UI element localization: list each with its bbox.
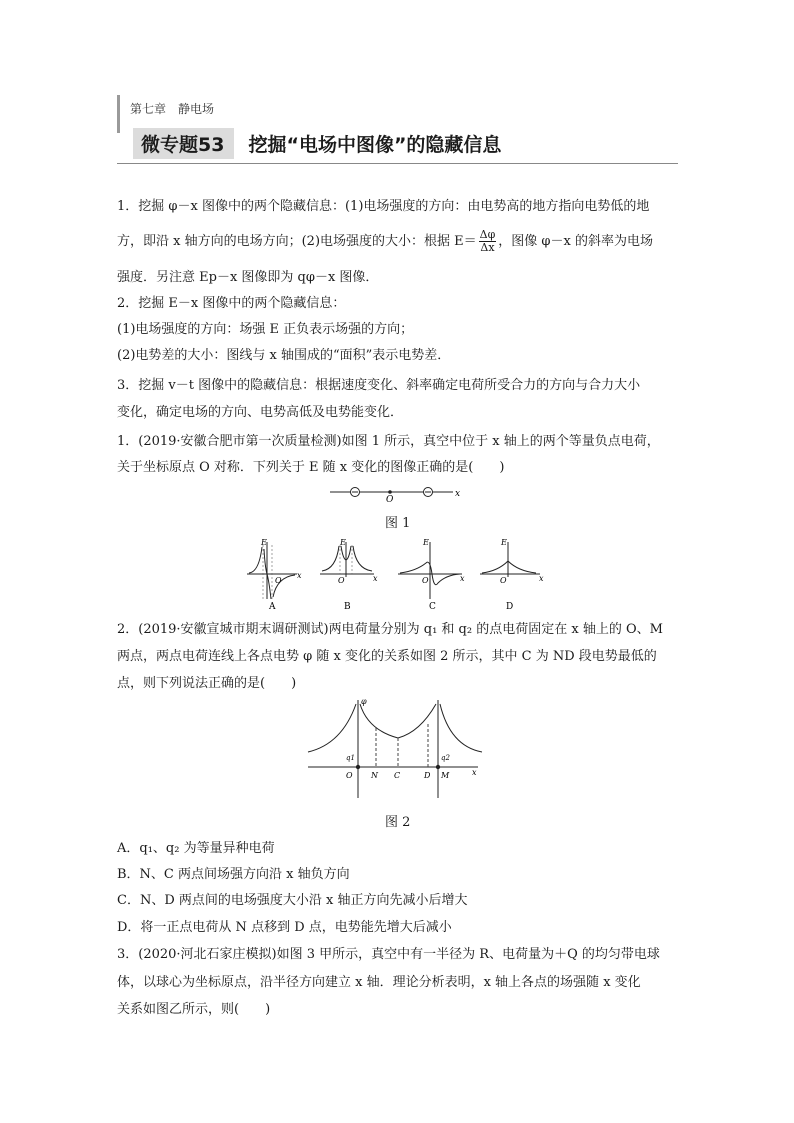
fig2-n-label: N bbox=[371, 771, 378, 780]
q2-choice-b: B．N、C 两点间场强方向沿 x 轴负方向 bbox=[117, 867, 350, 882]
option-b-letter: B bbox=[344, 602, 351, 612]
chapter-label: 第七章 静电场 bbox=[130, 102, 215, 116]
q2-line-2: 两点，两点电荷连线上各点电势 φ 随 x 变化的关系如图 2 所示，其中 C 为 ND 段电势最低的 bbox=[117, 649, 657, 664]
q1-line-2: 关于坐标原点 O 对称．下列关于 E 随 x 变化的图像正确的是( ) bbox=[117, 460, 505, 475]
fig2-d-label: D bbox=[424, 771, 431, 780]
option-a-o-label: O bbox=[275, 576, 282, 585]
fig2-o-label: O bbox=[346, 771, 353, 780]
q2-choice-d: D．将一正点电荷从 N 点移到 D 点，电势能先增大后减小 bbox=[117, 920, 452, 935]
intro-line-1: 1．挖掘 φ－x 图像中的两个隐藏信息：(1)电场强度的方向：由电势高的地方指向电势低的地 bbox=[117, 199, 650, 214]
fig2-x-label: x bbox=[472, 768, 477, 777]
intro-line-2-b: ，图像 φ－x 的斜率为电场 bbox=[498, 234, 653, 249]
topic-title: 挖掘“电场中图像”的隐藏信息 bbox=[248, 133, 502, 156]
fig1-x-label: x bbox=[455, 489, 461, 499]
option-d-e-label: E bbox=[501, 538, 507, 547]
figure-2-caption: 图 2 bbox=[385, 815, 411, 830]
intro-line-2 bbox=[117, 229, 653, 254]
topic-badge: 微专题53 bbox=[133, 128, 234, 159]
figure-1-caption: 图 1 bbox=[385, 516, 411, 531]
option-b-graph bbox=[318, 537, 380, 612]
q2-line-3: 点，则下列说法正确的是( ) bbox=[117, 676, 297, 691]
option-d-o-label: O bbox=[500, 576, 507, 585]
chapter-marker bbox=[117, 95, 120, 133]
intro-line-2-a: 方，即沿 x 轴方向的电场方向；(2)电场强度的大小：根据 E＝ bbox=[117, 234, 477, 249]
intro-line-3: 强度．另注意 Ep－x 图像即为 qφ－x 图像． bbox=[117, 270, 379, 285]
option-a-graph bbox=[245, 537, 305, 612]
q3-line-3: 关系如图乙所示，则( ) bbox=[117, 1002, 271, 1017]
figure-2-graph bbox=[300, 694, 500, 804]
q3-line-2: 体，以球心为坐标原点，沿半径方向建立 x 轴．理论分析表明，x 轴上各点的场强随 x 变化 bbox=[117, 975, 641, 990]
figure-1-diagram bbox=[325, 483, 465, 503]
option-a-x-label: x bbox=[297, 571, 302, 580]
q1-line-1: 1．(2019·安徽合肥市第一次质量检测)如图 1 所示，真空中位于 x 轴上的两个等量负点电荷， bbox=[117, 434, 660, 449]
fig1-origin-label: O bbox=[386, 495, 394, 503]
fig2-m-label: M bbox=[441, 771, 450, 780]
intro-line-7: 3．挖掘 v－t 图像中的隐藏信息：根据速度变化、斜率确定电荷所受合力的方向与合力大小 bbox=[117, 378, 641, 393]
intro-line-6: (2)电势差的大小：图线与 x 轴围成的“面积”表示电势差． bbox=[117, 348, 451, 363]
option-c-graph bbox=[396, 537, 468, 612]
fig2-q1-label: q1 bbox=[346, 754, 355, 762]
header-divider bbox=[117, 163, 678, 164]
fig2-phi-label: φ bbox=[361, 697, 367, 706]
option-c-o-label: O bbox=[422, 576, 429, 585]
fraction-denominator: Δx bbox=[480, 241, 495, 254]
option-a-letter: A bbox=[269, 602, 276, 612]
option-d-letter: D bbox=[506, 602, 514, 612]
option-d-graph bbox=[478, 537, 546, 612]
q2-choice-c: C．N、D 两点间的电场强度大小沿 x 轴正方向先减小后增大 bbox=[117, 893, 468, 908]
page-title bbox=[133, 129, 501, 157]
option-d-x-label: x bbox=[539, 574, 544, 583]
fraction bbox=[479, 229, 497, 254]
intro-line-4: 2．挖掘 E－x 图像中的两个隐藏信息： bbox=[117, 296, 346, 311]
option-c-x-label: x bbox=[460, 574, 465, 583]
intro-line-8: 变化，确定电场的方向、电势高低及电势能变化． bbox=[117, 405, 404, 420]
option-b-o-label: O bbox=[338, 576, 345, 585]
q2-choice-a: A．q₁、q₂ 为等量异种电荷 bbox=[117, 841, 275, 856]
option-a-e-label: E bbox=[261, 538, 267, 547]
intro-line-5: (1)电场强度的方向：场强 E 正负表示场强的方向； bbox=[117, 322, 414, 337]
option-b-e-label: E bbox=[340, 538, 346, 547]
option-c-letter: C bbox=[429, 602, 436, 612]
q2-line-1: 2．(2019·安徽宣城市期末调研测试)两电荷量分别为 q₁ 和 q₂ 的点电荷固定在 x 轴上的 O、M bbox=[117, 622, 663, 637]
q3-line-1: 3．(2020·河北石家庄模拟)如图 3 甲所示，真空中有一半径为 R、电荷量为＋Q 的均匀带电球 bbox=[117, 947, 660, 962]
option-b-x-label: x bbox=[373, 574, 378, 583]
fig2-q2-label: q2 bbox=[441, 754, 450, 762]
fraction-numerator: Δφ bbox=[479, 228, 496, 241]
fig2-c-label: C bbox=[394, 771, 401, 780]
option-c-e-label: E bbox=[423, 538, 429, 547]
